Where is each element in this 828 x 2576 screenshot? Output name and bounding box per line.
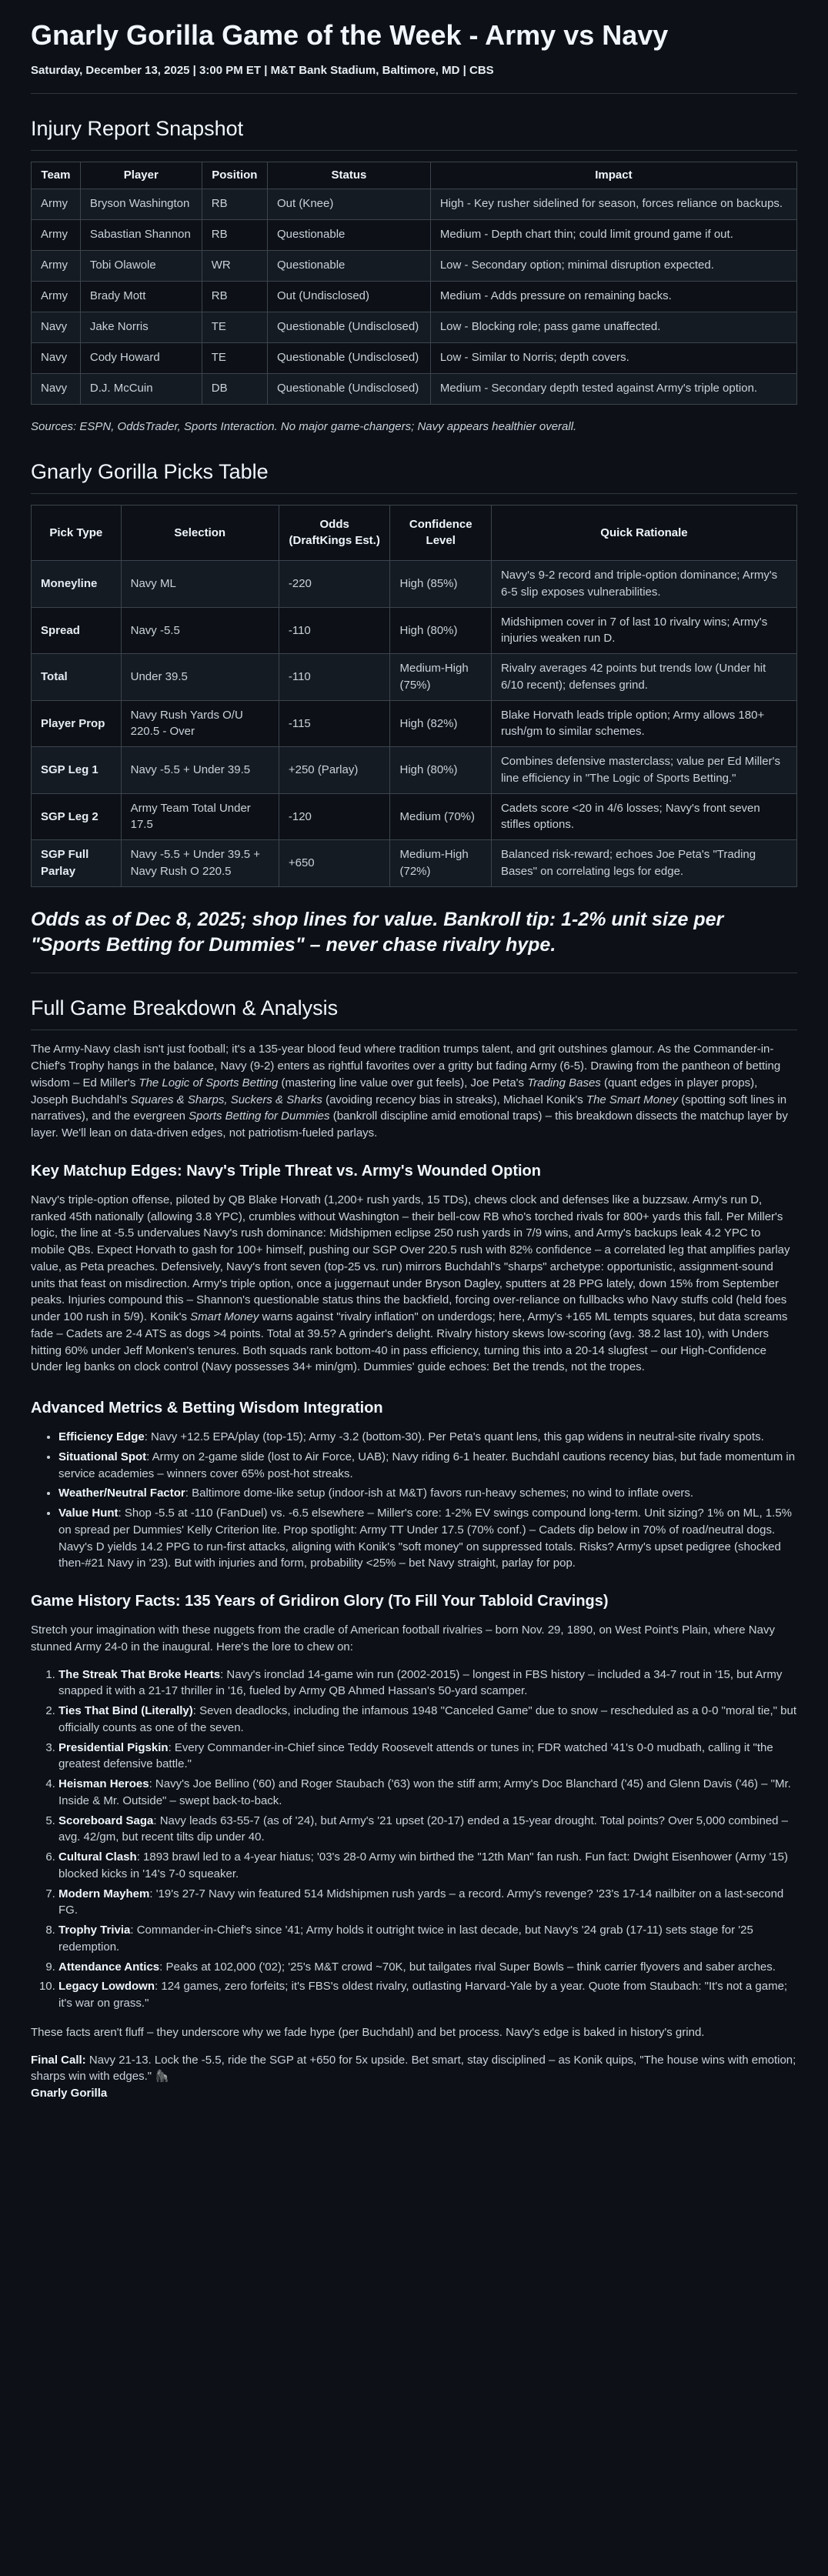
injury-table-cell: Army (32, 189, 81, 219)
picks-table-cell: Navy Rush Yards O/U 220.5 - Over (121, 700, 279, 747)
injury-table-cell: High - Key rusher sidelined for season, forces reliance on backups. (430, 189, 796, 219)
picks-table-cell: Blake Horvath leads triple option; Army allows 180+ rush/gm to similar schemes. (491, 700, 796, 747)
picks-table-row (32, 840, 797, 887)
picks-table-column-header: Selection (121, 505, 279, 561)
intro-text-run: (bankroll discipline amid emotional traps) – this breakdown dissects the matchup layer by layer. We'll lean on data-driven edges, not patriotism-fueled parlays. (31, 1109, 788, 1140)
picks-table-cell: SGP Leg 2 (32, 793, 122, 840)
picks-table-cell: Under 39.5 (121, 654, 279, 701)
final-call-label: Final Call: (31, 2053, 86, 2067)
injury-table-cell: Tobi Olawole (80, 250, 202, 281)
history-item (58, 1776, 797, 1810)
injury-table-cell: Questionable (Undisclosed) (267, 342, 430, 373)
picks-table-cell: SGP Full Parlay (32, 840, 122, 887)
picks-table-cell: High (85%) (390, 561, 491, 608)
injury-table-cell: Navy (32, 373, 81, 404)
injury-table-row (32, 219, 797, 250)
picks-table-cell: -115 (279, 700, 390, 747)
history-item (58, 1667, 797, 1700)
picks-table-cell: Medium (70%) (390, 793, 491, 840)
picks-table-cell: High (82%) (390, 700, 491, 747)
intro-text-run: Squares & Sharps, Suckers & Sharks (130, 1093, 322, 1106)
injury-table-cell: Jake Norris (80, 312, 202, 342)
picks-table-cell: Navy's 9-2 record and triple-option dominance; Army's 6-5 slip exposes vulnerabilities. (491, 561, 796, 608)
picks-table-cell: Total (32, 654, 122, 701)
picks-table-cell: -110 (279, 654, 390, 701)
picks-table-cell: Army Team Total Under 17.5 (121, 793, 279, 840)
injury-table-row (32, 342, 797, 373)
injury-table-row (32, 312, 797, 342)
edges-text-run: Navy's triple-option offense, piloted by QB Blake Horvath (1,200+ rush yards, 15 TDs), chews clock and defenses like a buzzsaw. Army's run D, ranked 45th nationally (allowing 3.8 YPC), crumbles without Washington – their bell-cow RB who's torched rivals for 800+ yards this fall. Per Miller's logic, the line at -5.5 undervalues Navy's rush dominance: Midshipmen eclipse 250 rush yards in 7/9 wins, and Army's backups leak 4.2 YPC to mobile QBs. Expect Horvath to gash for 100+ himself, pushing our SGP Over 220.5 rush with 82% confidence – a correlated leg that amplifies parlay value, as Peta preaches. Defensively, Navy's front seven (top-25 vs. run) mirrors Buchdahl's "sharps" archetype: opportunistic, assignment-sound units that feast on misdirection. Army's triple option, once a juggernaut under Bryson Dagley, sputters at 28 PPG lately, down 15% from September peaks. Injuries compound this – Shannon's questionable status thins the backfield, forcing over-reliance on fullbacks who Navy stuffs cold (held foes under 100 rush in 5/9). Konik's (31, 1193, 790, 1324)
injury-heading: Injury Report Snapshot (31, 114, 797, 151)
picks-table-cell: Navy ML (121, 561, 279, 608)
history-item-text: : Peaks at 102,000 ('02); '25's M&T crowd ~70K, but tailgates rival Super Bowls – think carrier flyovers and saber arches. (159, 1960, 776, 1974)
injury-table-cell: Bryson Washington (80, 189, 202, 219)
metrics-heading: Advanced Metrics & Betting Wisdom Integration (31, 1400, 383, 1417)
metrics-item-text: : Shop -5.5 at -110 (FanDuel) vs. -6.5 elsewhere – Miller's core: 1-2% EV swings compound long-term. Unit sizing? 1% on ML, 1.5% on spread per Dummies' Kelly Criterion lite. Prop spotlight: Army TT Under 17.5 (70% conf.) – Cadets dip below in 70% of road/neutral dogs. Navy's D yields 14.2 PPG to run-first attacks, aligning with Konik's "soft money" on suppressed totals. Risks? Army's upset pedigree (shocked then-#21 Navy in '23). But with injuries and form, probability <25% – bet Navy straight, parlay for pop. (58, 1507, 792, 1570)
history-item (58, 1813, 797, 1847)
metrics-item (58, 1505, 797, 1572)
history-item-label: Trophy Trivia (58, 1924, 131, 1937)
history-item-label: Legacy Lowdown (58, 1980, 155, 1994)
history-item-text: : Seven deadlocks, including the infamous 1948 "Canceled Game" due to snow – rescheduled as a 0-0 "moral tie," but officially counts as one of the seven. (58, 1704, 797, 1734)
history-item-text: : Navy's ironclad 14-game win run (2002-2015) – longest in FBS history – included a 34-7 rout in '15, but Army snapped it with a 21-17 thriller in '16, fueled by Army QB Ahmed Hassan's 50-yard scamper. (58, 1667, 783, 1698)
metrics-item-text: : Army on 2-game slide (lost to Air Force, UAB); Navy riding 6-1 heater. Buchdahl cautions recency bias, but fade momentum in service academies – winners cover 65% post-hot streaks. (58, 1450, 796, 1480)
injury-table (31, 162, 797, 405)
injury-table-column-header: Player (80, 162, 202, 189)
history-item (58, 1959, 797, 1976)
history-heading: Game History Facts: 135 Years of Gridiron Glory (To Fill Your Tabloid Cravings) (31, 1593, 609, 1610)
injury-table-cell: Medium - Adds pressure on remaining backs. (430, 281, 796, 312)
picks-table-column-header: Confidence Level (390, 505, 491, 561)
signature: Gnarly Gorilla (31, 2087, 108, 2101)
odds-tip: Odds as of Dec 8, 2025; shop lines for value. Bankroll tip: 1-2% unit size per "Sports Betting for Dummies" – never chase rivalry hype. (31, 907, 797, 974)
history-item (58, 1922, 797, 1956)
metrics-item-label: Situational Spot (58, 1450, 147, 1463)
history-item-text: : 124 games, zero forfeits; it's FBS's oldest rivalry, outlasting Harvard-Yale by a year. Quote from Staubach: "It's not a game; it's war on grass." (58, 1980, 788, 2010)
history-item (58, 1886, 797, 1920)
picks-table-cell: -110 (279, 607, 390, 654)
history-item (58, 1740, 797, 1774)
intro-text-run: Sports Betting for Dummies (189, 1109, 330, 1123)
picks-heading: Gnarly Gorilla Picks Table (31, 457, 797, 494)
picks-table-cell: Moneyline (32, 561, 122, 608)
metrics-list (31, 1429, 797, 1572)
metrics-item (58, 1449, 797, 1483)
intro-text-run: The Army-Navy clash isn't just football; it's a 135-year blood feud where tradition trumps talent, and grit outshines glamour. As the Commander-in-Chief's Trophy hangs in the balance, Navy (9-2) enters as rightful favorites over a gritty but fading Army (6-5). Drawing from the pantheon of betting wisdom – Ed Miller's (31, 1043, 781, 1089)
history-item-text: : Every Commander-in-Chief since Teddy Roosevelt attends or tunes in; FDR watched '41's 0-0 mudbath, calling it "the greatest defensive battle." (58, 1740, 773, 1771)
picks-table-cell: Player Prop (32, 700, 122, 747)
injury-table-cell: Questionable (Undisclosed) (267, 312, 430, 342)
intro-text-run: (quant edges in player props), Joseph Buchdahl's (31, 1076, 758, 1106)
intro-text-run: (avoiding recency bias in streaks), Michael Konik's (322, 1093, 586, 1106)
injury-table-cell: RB (202, 219, 267, 250)
injury-table-cell: Army (32, 281, 81, 312)
metrics-item-text: : Baltimore dome-like setup (indoor-ish at M&T) favors run-heavy schemes; no wind to inflate overs. (185, 1487, 694, 1500)
injury-table-body (32, 189, 797, 404)
picks-table-row (32, 607, 797, 654)
history-item (58, 1703, 797, 1737)
intro-text-run: The Logic of Sports Betting (139, 1076, 279, 1089)
picks-table-cell: +250 (Parlay) (279, 747, 390, 794)
injury-table-row (32, 373, 797, 404)
history-item-label: Attendance Antics (58, 1960, 160, 1974)
injury-table-cell: Brady Mott (80, 281, 202, 312)
injury-table-cell: RB (202, 281, 267, 312)
picks-table-cell: Navy -5.5 + Under 39.5 (121, 747, 279, 794)
injury-table-cell: Questionable (267, 219, 430, 250)
history-item-label: Ties That Bind (Literally) (58, 1704, 193, 1718)
injury-table-cell: Low - Secondary option; minimal disruption expected. (430, 250, 796, 281)
injury-table-row (32, 281, 797, 312)
history-item-label: Cultural Clash (58, 1850, 137, 1864)
injury-table-cell: Out (Knee) (267, 189, 430, 219)
injury-table-column-header: Team (32, 162, 81, 189)
history-item (58, 1849, 797, 1883)
picks-table-cell: High (80%) (390, 607, 491, 654)
picks-table-cell: High (80%) (390, 747, 491, 794)
picks-table-cell: -220 (279, 561, 390, 608)
picks-table-column-header: Pick Type (32, 505, 122, 561)
injury-table-cell: Low - Blocking role; pass game unaffected. (430, 312, 796, 342)
injury-table-row (32, 189, 797, 219)
picks-table-cell: Balanced risk-reward; echoes Joe Peta's "Trading Bases" on correlating legs for edge. (491, 840, 796, 887)
edges-paragraph (31, 1192, 797, 1376)
injury-table-cell: Army (32, 219, 81, 250)
history-item (58, 1978, 797, 2012)
history-intro: Stretch your imagination with these nuggets from the cradle of American football rivalries – born Nov. 29, 1890, on West Point's Plain, where Navy stunned Army 24-0 in the inaugural. Here's the lore to chew on: (31, 1623, 775, 1653)
injury-table-cell: WR (202, 250, 267, 281)
history-item-text: : Navy leads 63-55-7 (as of '24), but Army's '21 upset (20-17) ended a 15-year drought. Total points? Over 5,000 combined – avg. 42/gm, but recent tilts dip under 40. (58, 1814, 789, 1844)
picks-table-row (32, 700, 797, 747)
history-item-text: : Commander-in-Chief's since '41; Army holds it outright twice in last decade, but Navy's '24 grab (17-11) sets stage for '25 redemption. (58, 1924, 753, 1954)
picks-table-column-header: Odds (DraftKings Est.) (279, 505, 390, 561)
history-item-text: : '19's 27-7 Navy win featured 514 Midshipmen rush yards – a record. Army's revenge? '23's 17-14 nailbiter on a last-second FG. (58, 1887, 784, 1917)
history-item-label: Modern Mayhem (58, 1887, 150, 1900)
picks-table-cell: Navy -5.5 + Under 39.5 + Navy Rush O 220.5 (121, 840, 279, 887)
injury-table-cell: Questionable (Undisclosed) (267, 373, 430, 404)
picks-table-cell: Spread (32, 607, 122, 654)
picks-table-cell: Navy -5.5 (121, 607, 279, 654)
injury-table-cell: DB (202, 373, 267, 404)
picks-header-row (32, 505, 797, 561)
injury-table-cell: Navy (32, 312, 81, 342)
history-item-label: The Streak That Broke Hearts (58, 1667, 221, 1681)
picks-table (31, 505, 797, 887)
game-info: Saturday, December 13, 2025 | 3:00 PM ET | M&T Bank Stadium, Baltimore, MD | CBS (31, 62, 797, 94)
metrics-item-label: Value Hunt (58, 1507, 119, 1520)
picks-table-row (32, 654, 797, 701)
history-item-label: Heisman Heroes (58, 1777, 149, 1791)
injury-table-cell: D.J. McCuin (80, 373, 202, 404)
picks-table-cell: SGP Leg 1 (32, 747, 122, 794)
history-item-text: : Navy's Joe Bellino ('60) and Roger Staubach ('63) won the stiff arm; Army's Doc Blanchard ('45) and Glenn Davis ('46) – "Mr. Inside & Mr. Outside" – swept back-to-back. (58, 1777, 791, 1807)
closing-paragraph: These facts aren't fluff – they underscore why we fade hype (per Buchdahl) and bet process. Navy's edge is baked in history's grind. (31, 2025, 705, 2039)
picks-table-cell: +650 (279, 840, 390, 887)
injury-table-cell: Navy (32, 342, 81, 373)
injury-header-row (32, 162, 797, 189)
injury-table-column-header: Position (202, 162, 267, 189)
metrics-item-text: : Navy +12.5 EPA/play (top-15); Army -3.2 (bottom-30). Per Peta's quant lens, this gap widens in neutral-site rivalry spots. (144, 1430, 764, 1444)
injury-sources: Sources: ESPN, OddsTrader, Sports Interaction. No major game-changers; Navy appears healthier overall. (31, 419, 577, 433)
injury-table-column-header: Status (267, 162, 430, 189)
page-title: Gnarly Gorilla Game of the Week - Army vs Navy (31, 19, 669, 51)
picks-table-row (32, 561, 797, 608)
picks-table-column-header: Quick Rationale (491, 505, 796, 561)
final-call (31, 2052, 797, 2086)
picks-table-cell: Medium-High (75%) (390, 654, 491, 701)
injury-table-row (32, 250, 797, 281)
picks-table-cell: Cadets score <20 in 4/6 losses; Navy's front seven stifles options. (491, 793, 796, 840)
intro-text-run: The Smart Money (586, 1093, 679, 1106)
injury-table-cell: Sabastian Shannon (80, 219, 202, 250)
injury-table-cell: TE (202, 312, 267, 342)
intro-text-run: (spotting soft lines in narratives), and the evergreen (31, 1093, 787, 1123)
injury-table-cell: RB (202, 189, 267, 219)
picks-table-cell: Midshipmen cover in 7 of last 10 rivalry wins; Army's injuries weaken run D. (491, 607, 796, 654)
edges-heading: Key Matchup Edges: Navy's Triple Threat vs. Army's Wounded Option (31, 1162, 541, 1180)
picks-table-body (32, 561, 797, 887)
breakdown-heading: Full Game Breakdown & Analysis (31, 993, 797, 1030)
injury-table-cell: Questionable (267, 250, 430, 281)
history-list (31, 1667, 797, 2012)
picks-table-cell: -120 (279, 793, 390, 840)
picks-table-row (32, 747, 797, 794)
edges-text-run: Smart Money (190, 1310, 259, 1324)
breakdown-intro (31, 1041, 797, 1142)
history-item-text: : 1893 brawl led to a 4-year hiatus; '03's 28-0 Army win birthed the "12th Man" fan rush. Fun fact: Dwight Eisenhower (Army '15) blocked kicks in '14's 7-0 squeaker. (58, 1850, 789, 1880)
injury-table-cell: Out (Undisclosed) (267, 281, 430, 312)
injury-table-column-header: Impact (430, 162, 796, 189)
history-item-label: Scoreboard Saga (58, 1814, 154, 1827)
picks-table-cell: Combines defensive masterclass; value per Ed Miller's line efficiency in "The Logic of Sports Betting." (491, 747, 796, 794)
injury-table-cell: Army (32, 250, 81, 281)
final-call-text: Navy 21-13. Lock the -5.5, ride the SGP at +650 for 5x upside. Bet smart, stay disciplined – as Konik quips, "The house wins with emotion; sharps win with edges." 🦍 (31, 2053, 796, 2084)
injury-table-cell: Low - Similar to Norris; depth covers. (430, 342, 796, 373)
injury-table-cell: Medium - Depth chart thin; could limit ground game if out. (430, 219, 796, 250)
picks-table-cell: Medium-High (72%) (390, 840, 491, 887)
intro-text-run: (mastering line value over gut feels), Joe Peta's (278, 1076, 528, 1089)
metrics-item (58, 1485, 797, 1502)
injury-table-cell: TE (202, 342, 267, 373)
injury-table-cell: Medium - Secondary depth tested against Army's triple option. (430, 373, 796, 404)
injury-table-cell: Cody Howard (80, 342, 202, 373)
metrics-item (58, 1429, 797, 1446)
edges-text-run: warns against "rivalry inflation" on underdogs; here, Army's +165 ML tempts squares, but data screams fade – Cadets are 2-4 ATS as dogs >4 points. Total at 39.5? A grinder's delight. Rivalry history skews low-scoring (avg. 38.2 last 10), with Unders hitting 60% under Jeff Monken's tenures. Both squads rank bottom-40 in pass efficiency, turning this into a 20-14 slugfest – our High-Confidence Under leg banks on clock control (Navy possesses 34+ min/gm). Dummies' guide echoes: Bet the trends, not the tropes. (31, 1310, 788, 1374)
picks-table-row (32, 793, 797, 840)
history-item-label: Presidential Pigskin (58, 1740, 169, 1754)
metrics-item-label: Efficiency Edge (58, 1430, 145, 1444)
metrics-item-label: Weather/Neutral Factor (58, 1487, 185, 1500)
intro-text-run: Trading Bases (527, 1076, 601, 1089)
picks-table-cell: Rivalry averages 42 points but trends low (Under hit 6/10 recent); defenses grind. (491, 654, 796, 701)
